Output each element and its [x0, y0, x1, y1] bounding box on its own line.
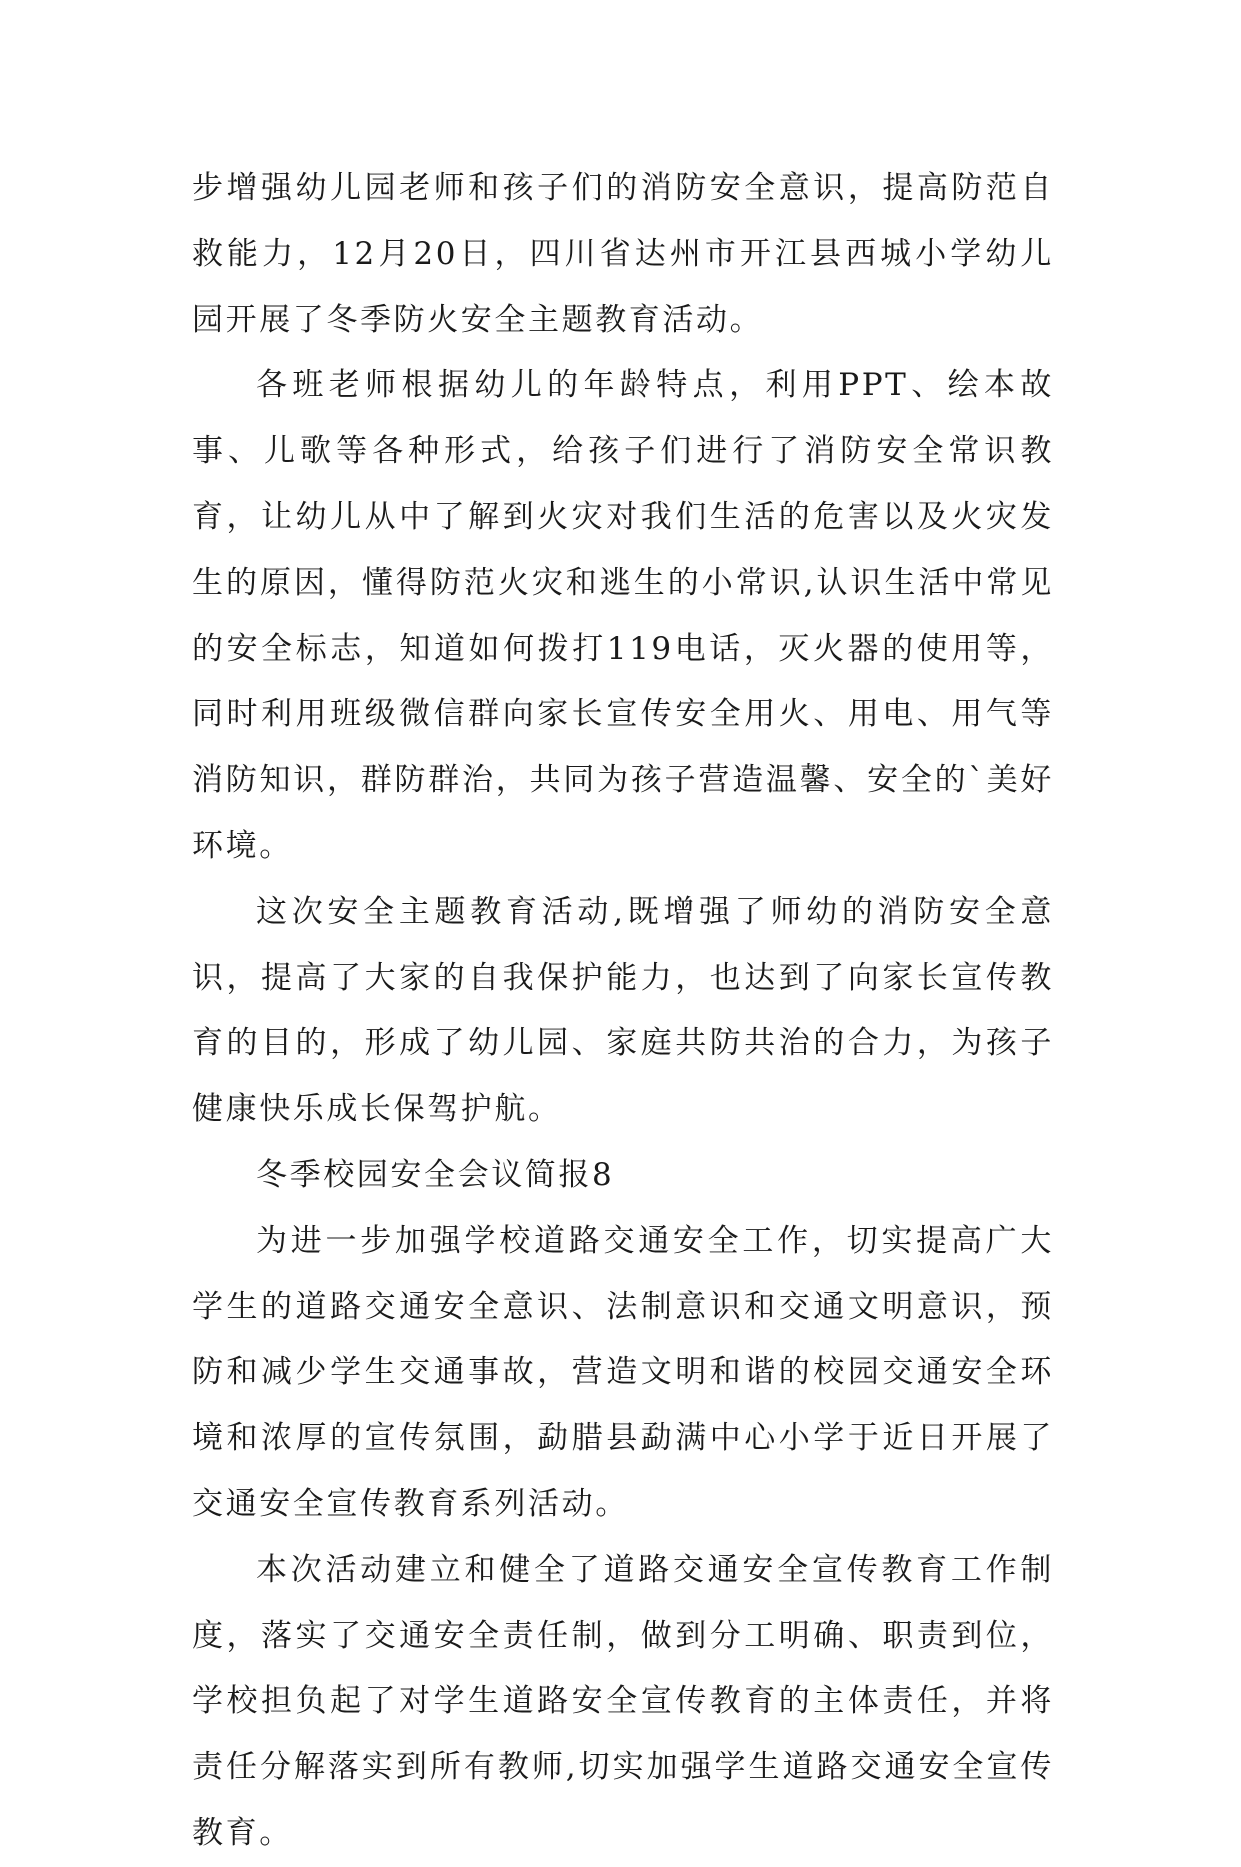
paragraph-activity-summary: 这次安全主题教育活动,既增强了师幼的消防安全意识，提高了大家的自我保护能力，也达到了向家长宣传教育的目的，形成了幼儿园、家庭共防共治的合力，为孩子健康快乐成长保驾护航。	[192, 893, 1054, 1128]
paragraph-traffic-safety-system: 本次活动建立和健全了道路交通安全宣传教育工作制度，落实了交通安全责任制，做到分工明确、职责到位，学校担负起了对学生道路安全宣传教育的主体责任，并将责任分解落实到所有教师,切实加强学生道路交通安全宣传教育。	[192, 1551, 1054, 1851]
paragraph-teacher-activities: 各班老师根据幼儿的年龄特点，利用PPT、绘本故事、儿歌等各种形式，给孩子们进行了消防安全常识教育，让幼儿从中了解到火灾对我们生活的危害以及火灾发生的原因，懂得防范火灾和逃生的小常识,认识生活中常见的安全标志，知道如何拨打119电话，灭火器的使用等，同时利用班级微信群向家长宣传安全用火、用电、用气等消防知识，群防群治，共同为孩子营造温馨、安全的`美好环境。	[192, 367, 1054, 864]
section-heading: 冬季校园安全会议简报8	[256, 1156, 615, 1193]
paragraph-fire-safety-intro: 步增强幼儿园老师和孩子们的消防安全意识，提高防范自救能力，12月20日，四川省达州市开江县西城小学幼儿园开展了冬季防火安全主题教育活动。	[192, 170, 1054, 338]
paragraph-traffic-safety-intro: 为进一步加强学校道路交通安全工作，切实提高广大学生的道路交通安全意识、法制意识和交通文明意识，预防和减少学生交通事故，营造文明和谐的校园交通安全环境和浓厚的宣传氛围，勐腊县勐满中心小学于近日开展了交通安全宣传教育系列活动。	[192, 1222, 1054, 1522]
document-body	[192, 156, 1054, 1867]
